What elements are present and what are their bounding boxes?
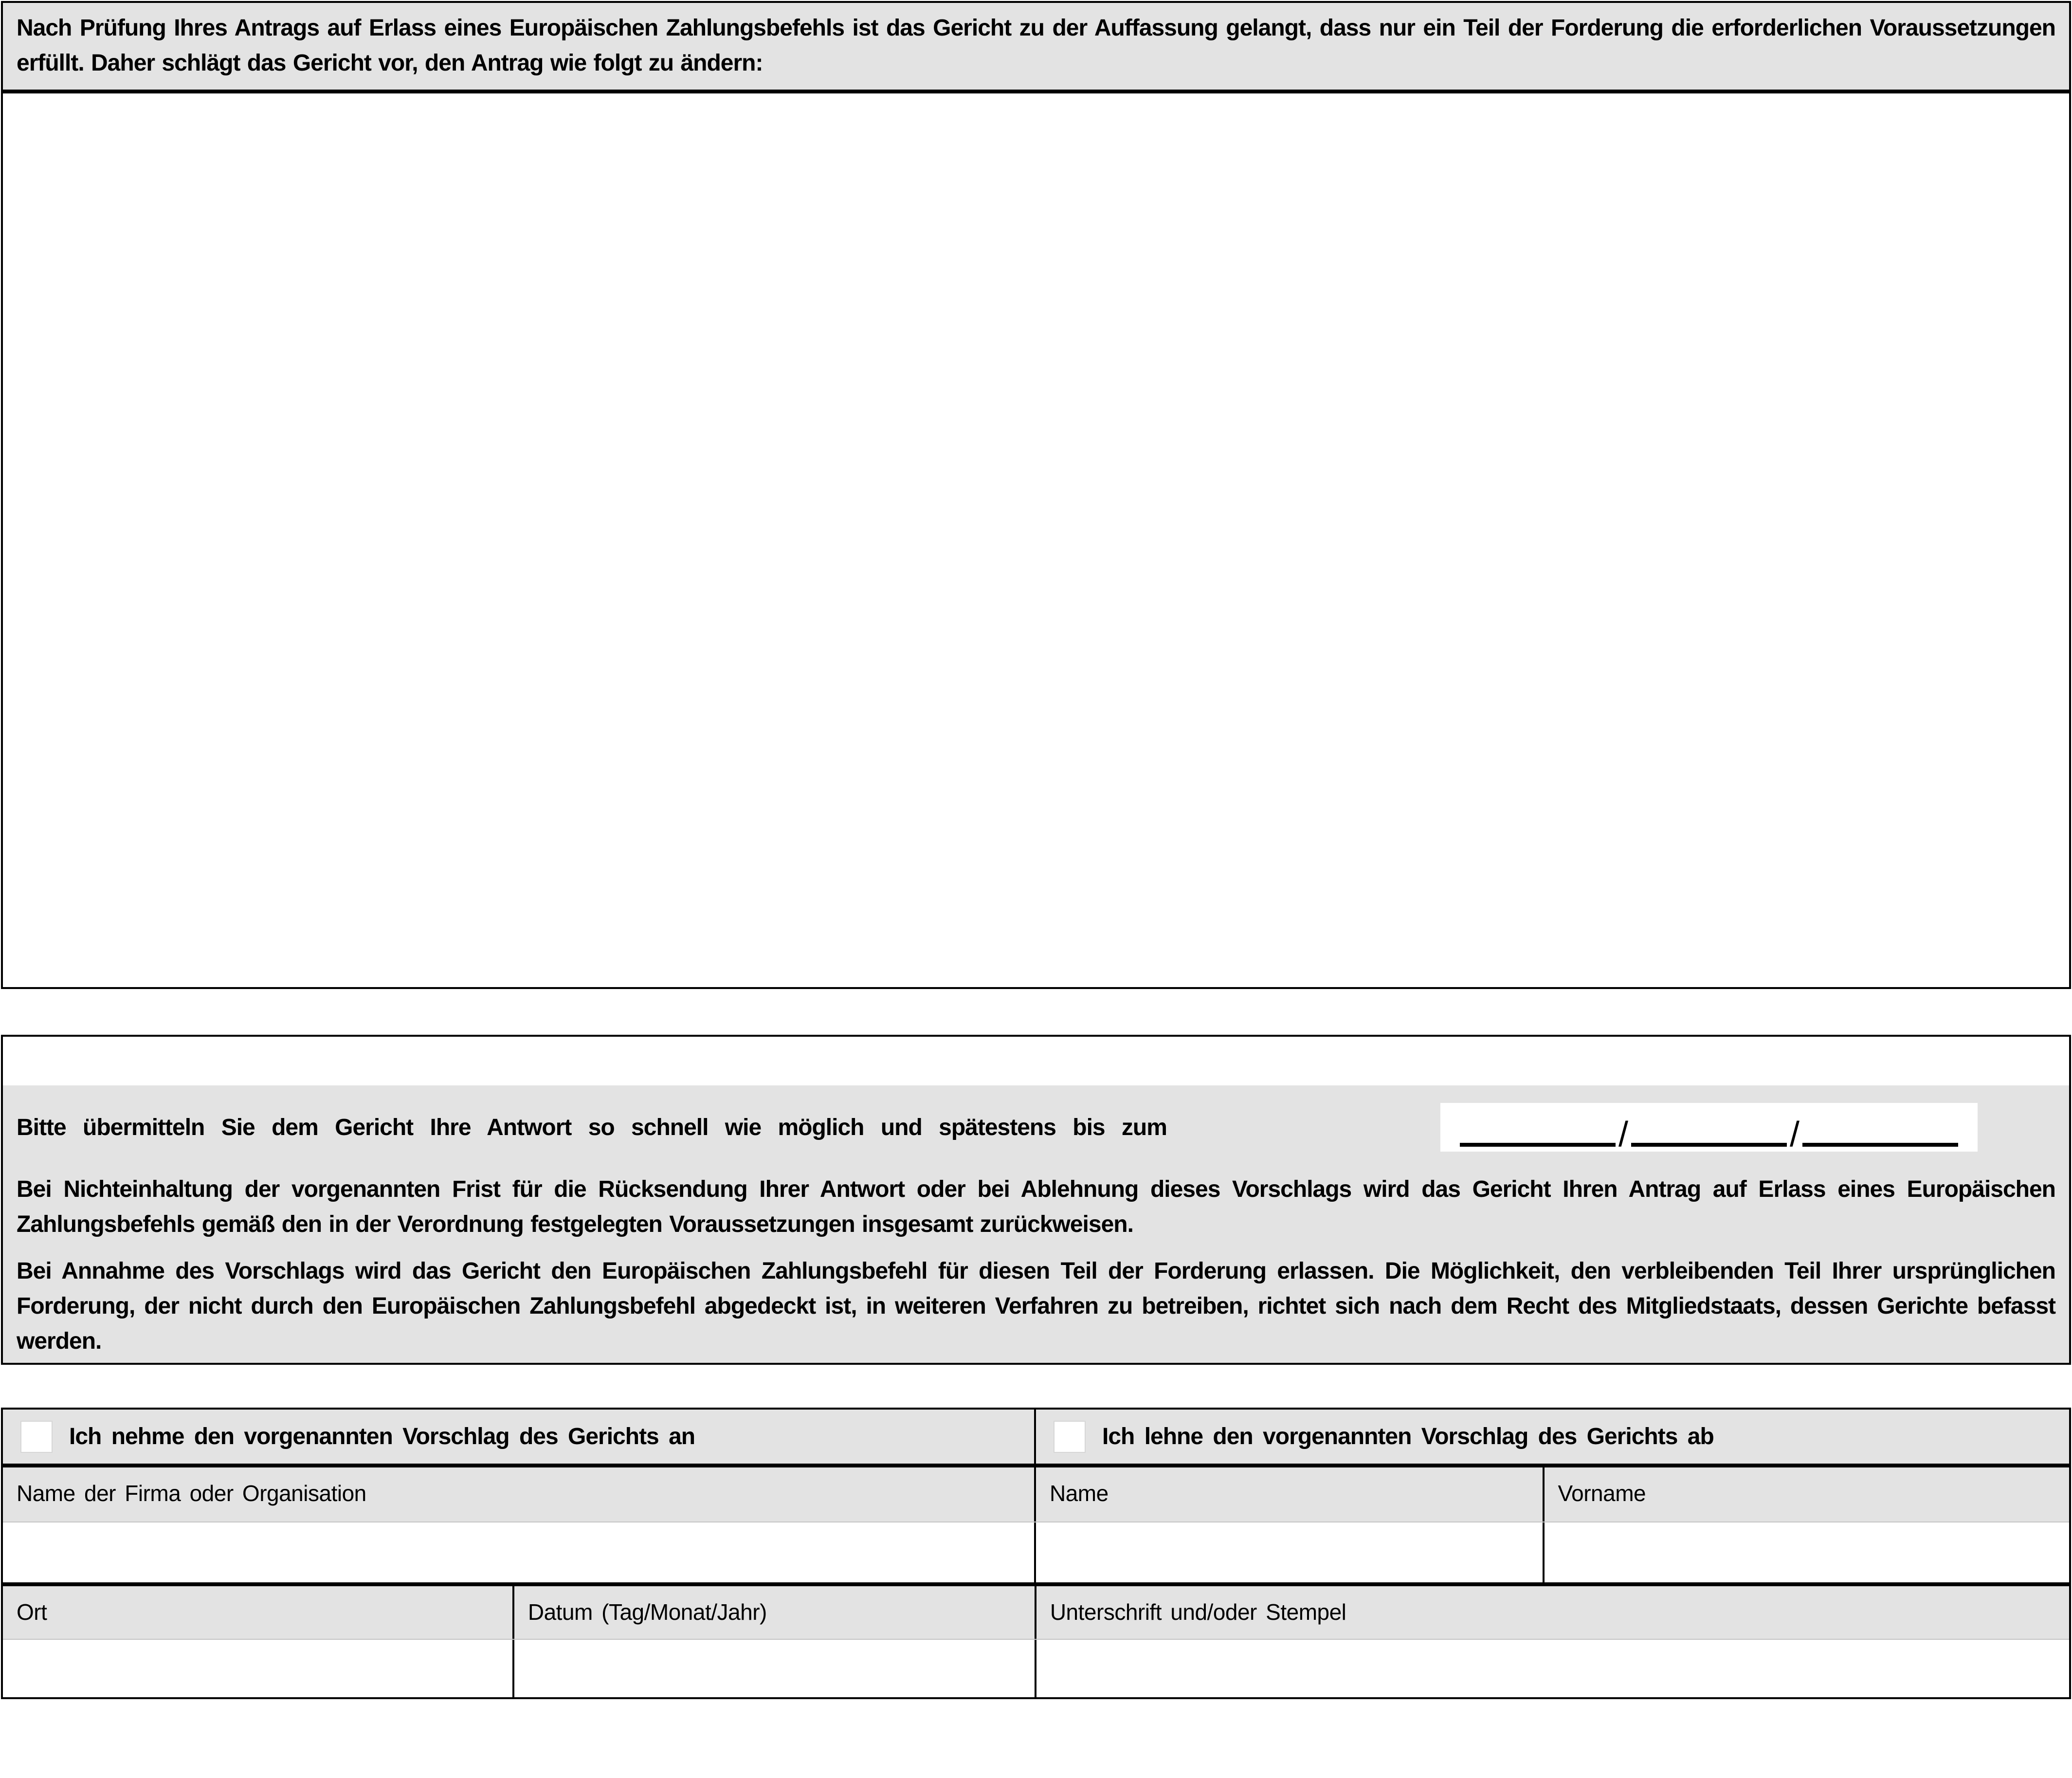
- date-separator-slash: /: [1618, 1115, 1628, 1154]
- deadline-year-input[interactable]: [1802, 1117, 1958, 1147]
- date-input-cell[interactable]: [514, 1640, 1036, 1697]
- reject-option-cell[interactable]: [1036, 1410, 2069, 1464]
- reject-checkbox[interactable]: [1054, 1421, 1086, 1453]
- first-name-label: Vorname: [1558, 1481, 1646, 1506]
- spacer: [1, 1365, 2071, 1408]
- rejection-consequence-paragraph: Bei Nichteinhaltung der vorgenannten Frist für die Rücksendung Ihrer Antwort oder bei Ablehnung dieses Vorschlags wird das Gericht Ihren Antrag auf Erlass eines Europäischen Zahlungsbefehls gemäß den in der Verordnung festgelegten Voraussetzungen insgesamt zurückweisen.: [17, 1176, 2055, 1237]
- spacer: [1, 989, 2071, 1035]
- court-proposal-header-text: Nach Prüfung Ihres Antrags auf Erlass eines Europäischen Zahlungsbefehls ist das Gericht zu der Auffassung gelangt, dass nur ein Teil der Forderung die erforderlichen Voraussetzungen erfüllt. Daher schlägt das Gericht vor, den Antrag wie folgt zu ändern:: [17, 15, 2055, 76]
- date-separator-slash: /: [1789, 1115, 1799, 1154]
- deadline-label: Bitte übermitteln Sie dem Gericht Ihre Antwort so schnell wie möglich und spätestens bis zum: [17, 1114, 1167, 1140]
- signature-labels-row: [3, 1586, 2069, 1640]
- first-name-input-cell[interactable]: [1545, 1522, 2069, 1582]
- accept-option-label: Ich nehme den vorgenannten Vorschlag des Gerichts an: [69, 1424, 695, 1449]
- last-name-label: Name: [1050, 1481, 1109, 1506]
- deadline-box: [1, 1035, 2071, 1365]
- date-label: Datum (Tag/Monat/Jahr): [527, 1599, 767, 1625]
- accept-option-cell[interactable]: [3, 1410, 1036, 1464]
- signature-label-cell: [1036, 1586, 2069, 1639]
- deadline-day-input[interactable]: [1460, 1117, 1616, 1147]
- response-table: [1, 1408, 2071, 1699]
- deadline-box-top-strip: [3, 1037, 2069, 1085]
- signature-input-cell[interactable]: [1036, 1640, 2069, 1697]
- court-proposal-header: [3, 3, 2069, 93]
- first-name-label-cell: [1545, 1467, 2069, 1521]
- company-label-cell: [3, 1467, 1036, 1521]
- accept-checkbox[interactable]: [20, 1421, 53, 1453]
- deadline-box-body: [3, 1085, 2069, 1363]
- name-labels-row: [3, 1467, 2069, 1522]
- deadline-month-input[interactable]: [1631, 1117, 1787, 1147]
- court-proposal-box: [1, 1, 2071, 989]
- place-label-cell: [3, 1586, 514, 1639]
- amended-application-area: [3, 93, 2069, 987]
- name-inputs-row: [3, 1522, 2069, 1586]
- reject-option-label: Ich lehne den vorgenannten Vorschlag des Gerichts ab: [1102, 1424, 1714, 1449]
- deadline-row: [17, 1103, 2055, 1152]
- date-label-cell: [514, 1586, 1036, 1639]
- options-row: [3, 1410, 2069, 1467]
- company-label: Name der Firma oder Organisation: [17, 1481, 366, 1506]
- last-name-label-cell: [1036, 1467, 1545, 1521]
- signature-inputs-row: [3, 1640, 2069, 1697]
- place-label: Ort: [17, 1599, 47, 1625]
- signature-label: Unterschrift und/oder Stempel: [1050, 1599, 1346, 1625]
- last-name-input-cell[interactable]: [1036, 1522, 1545, 1582]
- place-input-cell[interactable]: [3, 1640, 514, 1697]
- company-input-cell[interactable]: [3, 1522, 1036, 1582]
- deadline-date-field[interactable]: [1440, 1103, 1978, 1152]
- acceptance-consequence-paragraph: Bei Annahme des Vorschlags wird das Gericht den Europäischen Zahlungsbefehl für diesen Teil der Forderung erlassen. Die Möglichkeit, den verbleibenden Teil Ihrer ursprünglichen Forderung, der nicht durch den Europäischen Zahlungsbefehl abgedeckt ist, in weiteren Verfahren zu betreiben, richtet sich nach dem Recht des Mitgliedstaats, dessen Gerichte befasst werden.: [17, 1258, 2055, 1354]
